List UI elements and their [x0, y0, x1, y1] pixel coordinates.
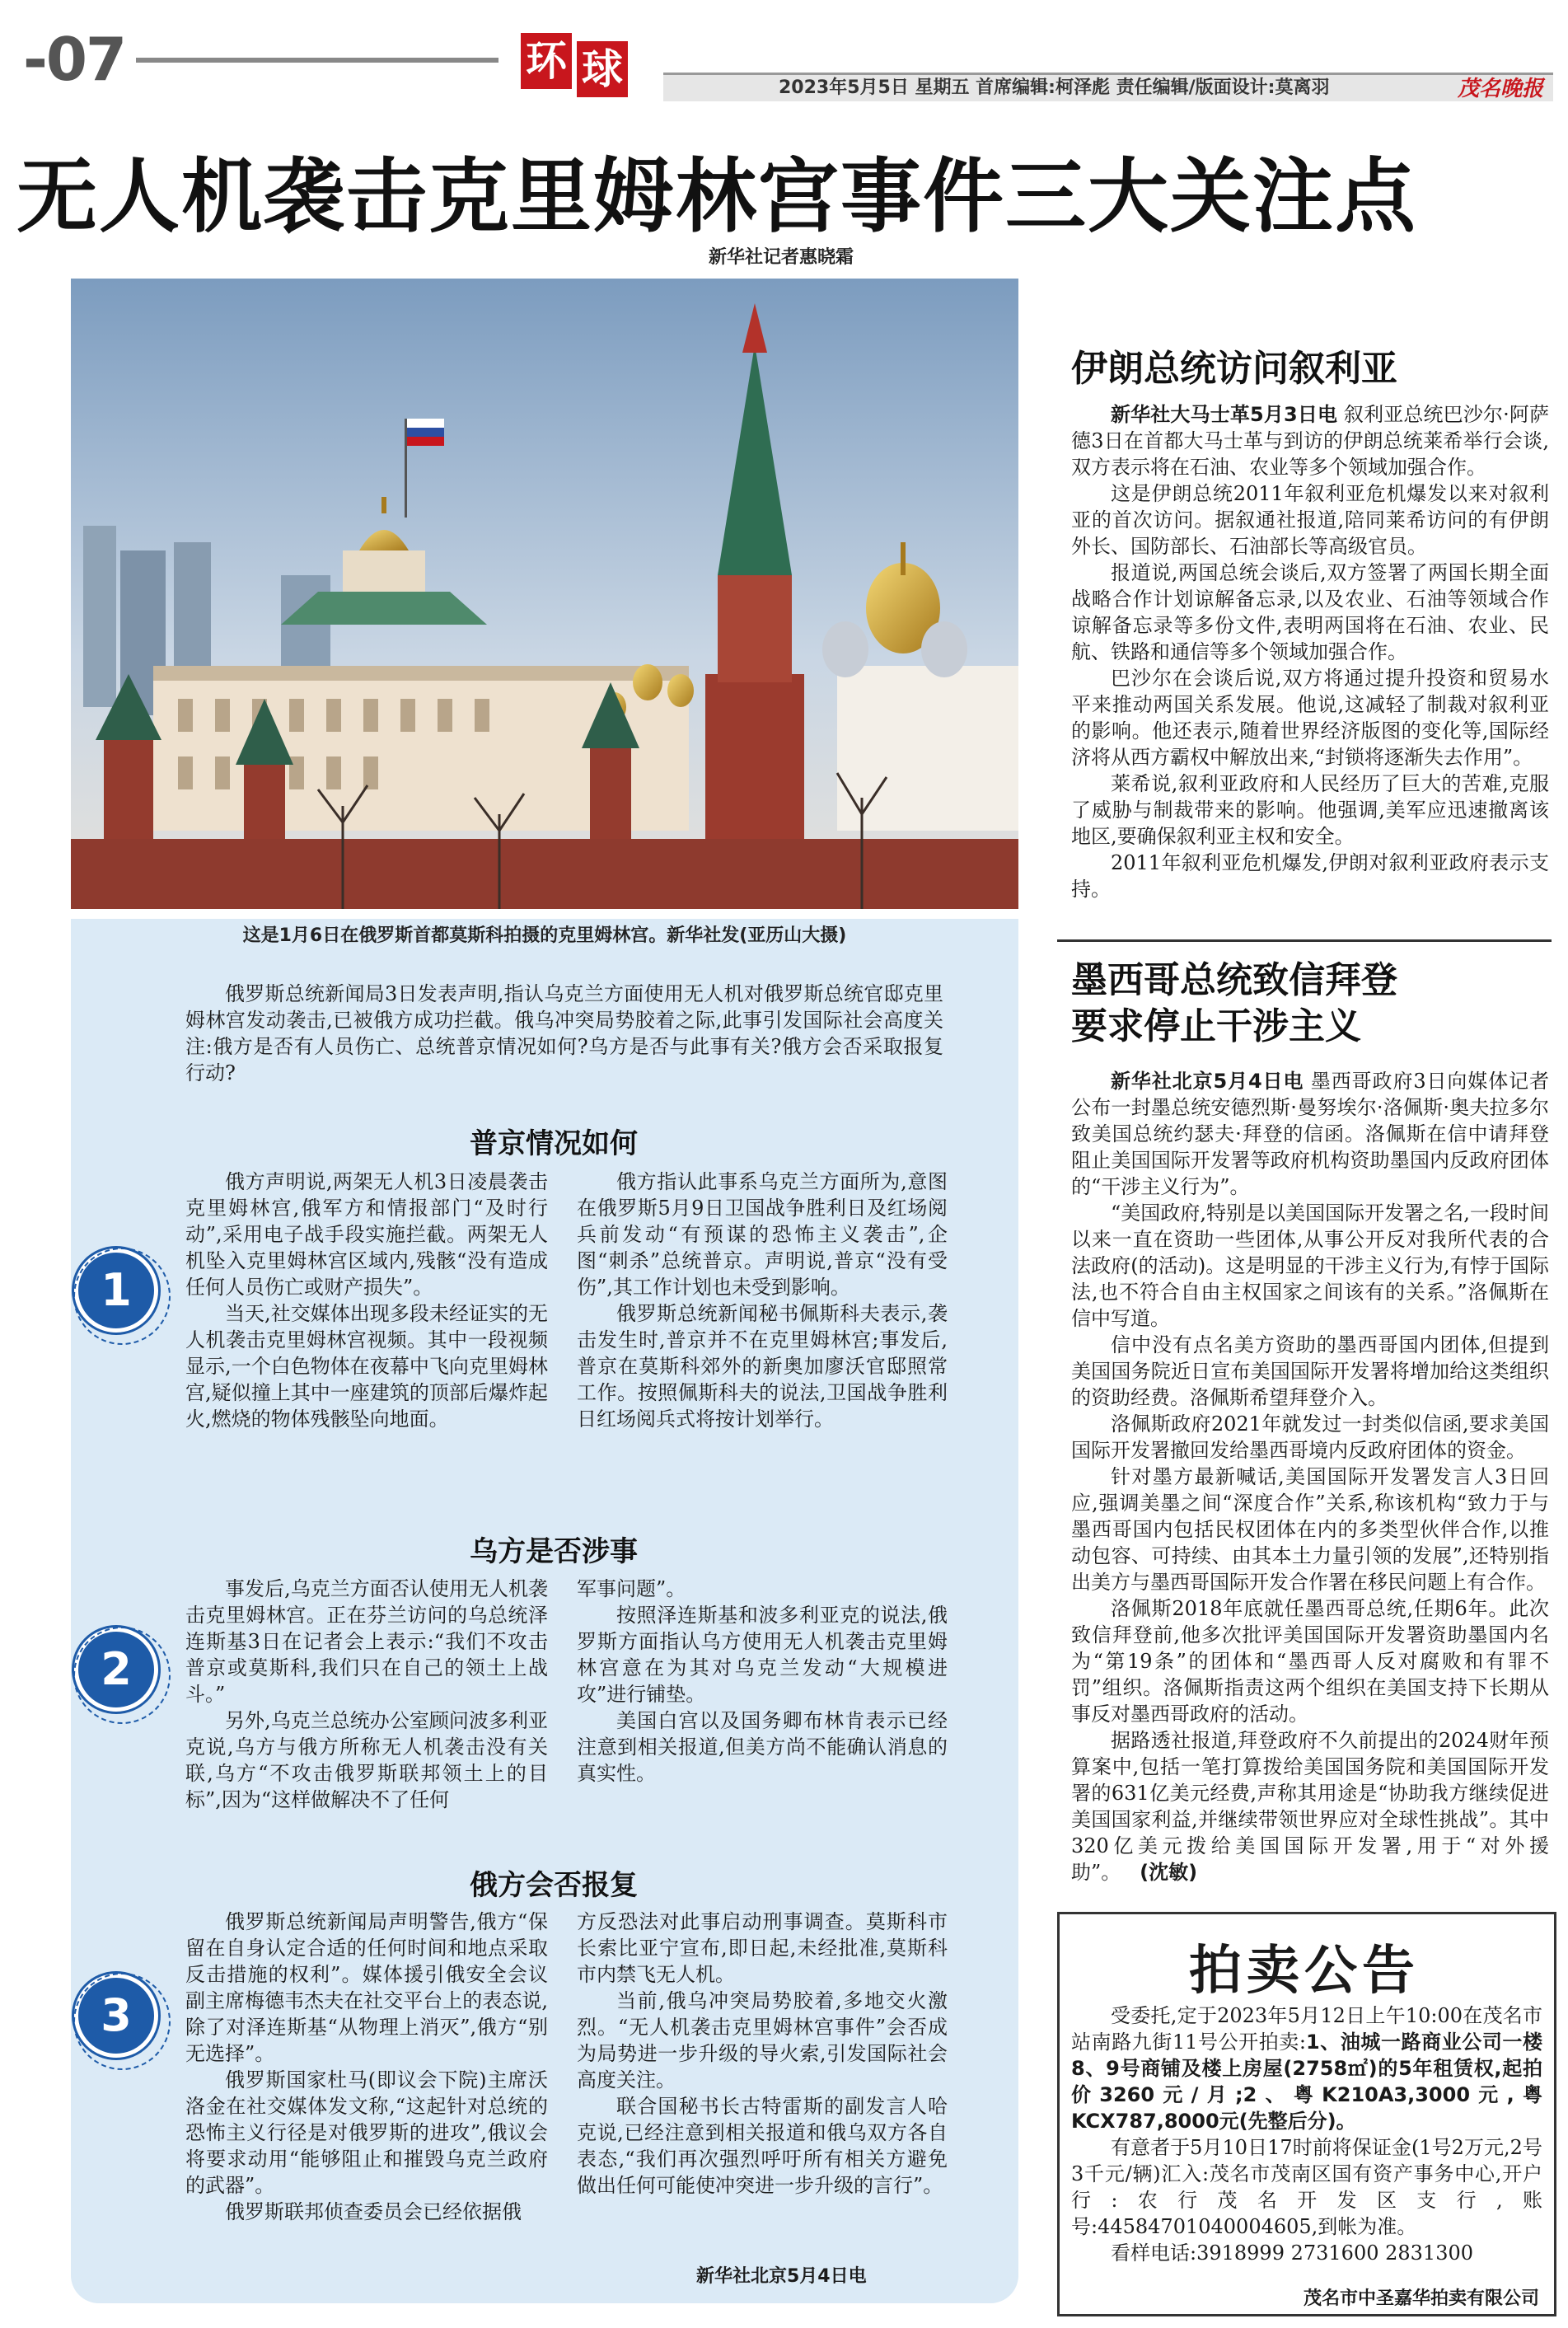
- header-rule: [136, 58, 498, 63]
- story2-author: (沈敏): [1140, 1861, 1198, 1884]
- story1-title: 伊朗总统访问叙利亚: [1071, 348, 1397, 390]
- section-1-right-column: 俄方指认此事系乌克兰方面所为,意图在俄罗斯5月9日卫国战争胜利日及红场阅兵前发动“有预谋的恐怖主义袭击”,企图“刺杀”总统普京。声明说,普京“没有受伤”,其工作计划也未受到影响。 俄罗斯总统新闻秘书佩斯科夫表示,袭击发生时,普京并不在克里姆林宫;事发后,普京在莫斯科郊外的新奥加廖沃官邸照常工作。按照佩斯科夫的说法,卫国战争胜利日红场阅兵式将按计划举行。: [577, 1170, 948, 1431]
- section-1-left-column: 俄方声明说,两架无人机3日凌晨袭击克里姆林宫,俄军方和情报部门“及时行动”,采用电子战手段实施拦截。两架无人机坠入克里姆林宫区域内,残骸“没有造成任何人员伤亡或财产损失”。 当天,社交媒体出现多段未经证实的无人机袭击克里姆林宫视频。其中一段视频显示,一个白色物体在夜幕中飞向克里姆林宫,疑似撞上其中一座建筑的顶部后爆炸起火,燃烧的物体残骸坠向地面。: [185, 1170, 548, 1431]
- section-2-right-column: 军事问题”。 按照泽连斯基和波多利亚克的说法,俄罗斯方面指认乌方使用无人机袭击克里姆林宫意在为其对乌克兰发动“大规模进攻”进行铺垫。 美国白宫以及国务卿布林肯表示已经注意到相关报道,但美方尚不能确认消息的真实性。: [577, 1577, 948, 1785]
- story1-dateline: 新华社大马士革5月3日电: [1111, 403, 1338, 426]
- section-3-number-badge: 3: [74, 1974, 158, 2058]
- intro-paragraph: 俄罗斯总统新闻局3日发表声明,指认乌克兰方面使用无人机对俄罗斯总统官邸克里姆林宫发动袭击,已被俄方成功拦截。俄乌冲突局势胶着之际,此事引发国际社会高度关注:俄方是否有人员伤亡、总统普京情况如何?乌方是否与此事有关?俄方会否采取报复行动?: [185, 982, 943, 1084]
- kremlin-photo: [71, 279, 1018, 909]
- byline: 新华社记者惠晓霜: [709, 247, 854, 268]
- story2-dateline: 新华社北京5月4日电: [1111, 1070, 1304, 1093]
- section-2-left-column: 事发后,乌克兰方面否认使用无人机袭击克里姆林宫。正在芬兰访问的乌总统泽连斯基3日在记者会上表示:“我们不攻击普京或莫斯科,我们只在自己的领土上战斗。” 另外,乌克兰总统办公室顾问波多利亚克说,乌方与俄方所称无人机袭击没有关联,乌方“不攻击俄罗斯联邦领土上的目标”,因为“这样做解决不了任何: [185, 1577, 548, 1811]
- section-2-title: 乌方是否涉事: [470, 1535, 638, 1568]
- story2-title: 墨西哥总统致信拜登 要求停止干涉主义: [1071, 959, 1397, 1047]
- page-number: -07: [23, 25, 126, 94]
- section-1-number-badge: 1: [74, 1248, 158, 1333]
- auction-title: 拍卖公告: [1189, 1941, 1420, 2002]
- section-1-title: 普京情况如何: [470, 1127, 638, 1160]
- auction-body: 受委托,定于2023年5月12日上午10:00在茂名市站南路九街11号公开拍卖:1、油城一路商业公司一楼8、9号商铺及楼上房屋(2758㎡)的5年租赁权,起拍价3260元/月;2、粤K210A3,3000元,粤KCX787,8000元(先整后分)。 有意者于5月10日17时前将保证金(1号2万元,2号3千元/辆)汇入:茂名市茂南区国有资产事务中心,开户行:农行茂名开发区支行,账号:44584701040004605,到帐为准。 看样电话:3918999 2731600 2831300: [1071, 2004, 1543, 2265]
- section-tag-2: 球: [577, 41, 628, 97]
- section-3-dateline: 新华社北京5月4日电: [696, 2266, 867, 2287]
- section-3-title: 俄方会否报复: [470, 1869, 638, 1902]
- section-tag-1: 环: [521, 33, 572, 89]
- story1-body: 新华社大马士革5月3日电 叙利亚总统巴沙尔·阿萨德3日在首都大马士革与到访的伊朗总统莱希举行会谈,双方表示将在石油、农业等多个领域加强合作。 这是伊朗总统2011年叙利亚危机爆发以来对叙利亚的首次访问。据叙通社报道,陪同莱希访问的有伊朗外长、国防部长、石油部长等高级官员。 报道说,两国总统会谈后,双方签署了两国长期全面战略合作计划谅解备忘录,以及农业、石油等领域合作谅解备忘录等多份文件,表明两国将在石油、农业、民航、铁路和通信等多个领域加强合作。 巴沙尔在会谈后说,双方将通过提升投资和贸易水平来推动两国关系发展。他说,这减轻了制裁对叙利亚的影响。他还表示,随着世界经济版图的变化等,国际经济将从西方霸权中解放出来,“封锁将逐渐失去作用”。 莱希说,叙利亚政府和人民经历了巨大的苦难,克服了威胁与制裁带来的影响。他强调,美军应迅速撤离该地区,要确保叙利亚主权和安全。 2011年叙利亚危机爆发,伊朗对叙利亚政府表示支持。: [1071, 403, 1549, 901]
- page-headline: 无人机袭击克里姆林宫事件三大关注点: [16, 150, 1418, 244]
- newspaper-logo: 茂名晚报: [1457, 77, 1543, 101]
- story2-body: 新华社北京5月4日电 墨西哥政府3日向媒体记者公布一封墨总统安德烈斯·曼努埃尔·洛佩斯·奥夫拉多尔致美国总统约瑟夫·拜登的信函。洛佩斯在信中请拜登阻止美国国际开发署等政府机构资助墨国内反政府团体的“干涉主义行为”。 “美国政府,特别是以美国国际开发署之名,一段时间以来一直在资助一些团体,从事公开反对我所代表的合法政府(的活动)。这是明显的干涉主义行为,有悖于国际法,也不符合自由主权国家之间该有的关系。”洛佩斯在信中写道。 信中没有点名美方资助的墨西哥国内团体,但提到美国国务院近日宣布美国国际开发署将增加给这类组织的资助经费。洛佩斯希望拜登介入。 洛佩斯政府2021年就发过一封类似信函,要求美国国际开发署撤回发给墨西哥境内反政府团体的资金。 针对墨方最新喊话,美国国际开发署发言人3日回应,强调美墨之间“深度合作”关系,称该机构“致力于与墨西哥国内包括民权团体在内的多类型伙伴合作,以推动包容、可持续、由其本土力量引领的发展”,还特别指出美方与墨西哥国际开发合作署在移民问题上有合作。 洛佩斯2018年底就任墨西哥总统,任期6年。此次致信拜登前,他多次批评美国国际开发署资助墨国内名为“第19条”的团体和“墨西哥人反对腐败和有罪不罚”组织。洛佩斯指责这两个组织在美国支持下长期从事反对墨西哥政府的活动。 据路透社报道,拜登政府不久前提出的2024财年预算案中,包括一笔打算拨给美国国务院和美国国际开发署的631亿美元经费,声称其用途是“协助我方继续促进美国国家利益,并继续带领世界应对全球性挑战”。其中320亿美元拨给美国国际开发署,用于“对外援助”。 (沈敏): [1071, 1070, 1549, 1884]
- issue-info-bar: [663, 73, 1553, 101]
- auction-organization: 茂名市中圣嘉华拍卖有限公司: [1303, 2288, 1539, 2309]
- section-2-number-badge: 2: [74, 1628, 158, 1712]
- issue-info: 2023年5月5日 星期五 首席编辑:柯泽彪 责任编辑/版面设计:莫离羽: [779, 77, 1330, 98]
- section-3-left-column: 俄罗斯总统新闻局声明警告,俄方“保留在自身认定合适的任何时间和地点采取反击措施的权利”。媒体援引俄安全会议副主席梅德韦杰夫在社交平台上的表态说,除了对泽连斯基“从物理上消灭”,俄方“别无选择”。 俄罗斯国家杜马(即议会下院)主席沃洛金在社交媒体发文称,“这起针对总统的恐怖主义行径是对俄罗斯的进攻”,俄议会将要求动用“能够阻止和摧毁乌克兰政府的武器”。 俄罗斯联邦侦查委员会已经依据俄: [185, 1910, 548, 2223]
- kremlin-illustration: [71, 279, 1018, 909]
- photo-caption: 这是1月6日在俄罗斯首都莫斯科拍摄的克里姆林宫。新华社发(亚历山大摄): [242, 925, 847, 946]
- section-3-right-column: 方反恐法对此事启动刑事调查。莫斯科市长索比亚宁宣布,即日起,未经批准,莫斯科市内禁飞无人机。 当前,俄乌冲突局势胶着,多地交火激烈。“无人机袭击克里姆林宫事件”会否成为局势进一步升级的导火索,引发国际社会高度关注。 联合国秘书长古特雷斯的副发言人哈克说,已经注意到相关报道和俄乌双方各自表态,“我们再次强烈呼吁所有相关方避免做出任何可能使冲突进一步升级的言行”。: [577, 1910, 948, 2197]
- story-divider: [1057, 939, 1552, 942]
